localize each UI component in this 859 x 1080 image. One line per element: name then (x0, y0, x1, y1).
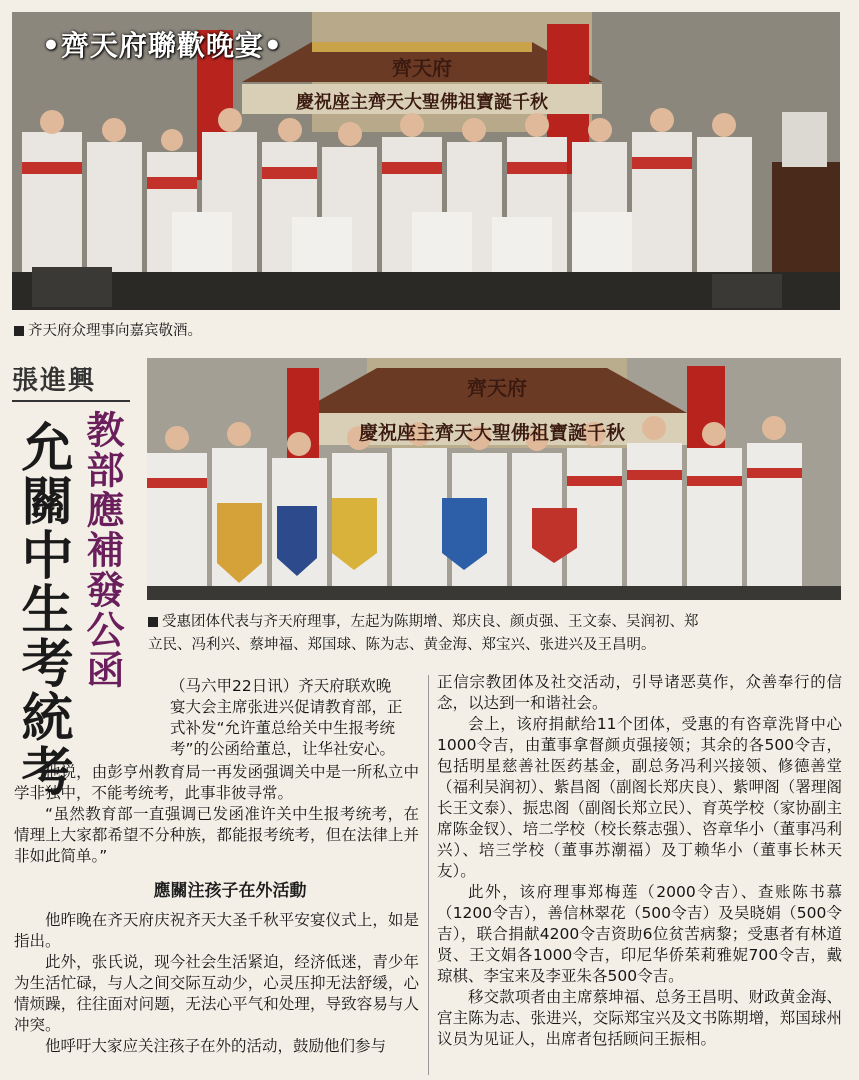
section-subhead: 應關注孩子在外活動 (153, 881, 307, 901)
article-paragraph: 他呼吁大家应关注孩子在外的活动，鼓励他们参与 (45, 1037, 387, 1055)
article-paragraph: 他说，由彭亨州教育局一再发函强调关中是一所私立中学非独中，不能考统考，此事非彼寻常。 (14, 763, 419, 802)
article-paragraph: 会上，该府捐献给11个团体，受惠的有咨章洗肾中心1000令吉，由董事拿督颜贞强接领；其余的各500令吉，包括明星慈善社医药基金，副总务冯利兴接领、修德善堂（福利吴润初）、紫昌阁（副阁长郑庆良）、紫呷阁（署理阁长王文泰）、振忠阁（副阁长郑立民）、育英学校（家协副主席陈金钗）、培二学校（校长蔡志强）、咨章华小（董事冯利兴）、培三学校（董事苏潮福）及丁赖华小（董事长林天友）。 (437, 715, 842, 880)
caption-bullet-icon (14, 326, 24, 336)
article-paragraph: 此外，该府理事郑梅莲（2000令吉）、查账陈书慕（1200令吉），善信林翠花（500令吉）及吴晓娟（500令吉），联合捐献4200令吉资助6位贫苦病黎；受惠者有林道贤、王文娟各1000令吉，印尼华侨茱莉雅妮700令吉，戴琼棋、李宝来及李亚朱各500令吉。 (437, 883, 842, 985)
photo-title: •齊天府聯歡晚宴• (42, 29, 283, 62)
column-divider (428, 675, 429, 1075)
byline: 張進興 (12, 366, 97, 396)
article-column-2 (437, 672, 842, 1050)
temple-sign-name: 齊天府 (467, 376, 527, 400)
article-lead: （马六甲22日讯）齐天府联欢晚 宴大会主席张进兴促请教育部，正 式补发“允许董总给关中生报考统 考”的公函给董总，让华社安心。 (170, 677, 403, 758)
photo1-caption: 齐天府众理事向嘉宾敬酒。 (14, 320, 834, 343)
article-paragraph: 他昨晚在齐天府庆祝齐天大圣千秋平安宴仪式上，如是指出。 (14, 911, 419, 950)
article-paragraph: 正信宗教团体及社交活动，引导诸恶莫作，众善奉行的信念，以达到一和谐社会。 (437, 673, 842, 712)
article-paragraph: 此外，张氏说，现今社会生活紧迫，经济低迷，青少年为生活忙碌，与人之间交际互动少，心灵压抑无法舒缓，心情烦躁，往往面对问题，无法心平气和处理，导致容易与人冲突。 (14, 953, 419, 1034)
donation-photo (147, 358, 841, 600)
article-paragraph: “虽然教育部一直强调已发函准许关中生报考统考，在情理上大家都希望不分种族，都能报考统考，但在法律上并非如此简单。” (14, 805, 419, 865)
byline-rule (12, 400, 130, 402)
temple-sign-text: 慶祝座主齊天大聖佛祖寶誕千秋 (296, 92, 548, 113)
caption-bullet-icon (148, 617, 158, 627)
temple-sign-text: 慶祝座主齊天大聖佛祖寶誕千秋 (358, 422, 625, 444)
banquet-photo (12, 12, 840, 310)
article-column-1-continued (14, 910, 419, 1057)
headline-main: 允關中生考統考 (12, 420, 73, 798)
article-column-1 (14, 762, 419, 867)
headline-sub: 教部應補發公函 (80, 410, 125, 690)
photo2-caption: 受惠团体代表与齐天府理事，左起为陈期增、郑庆良、颜贞强、王文泰、吴润初、郑 立民、冯利兴、蔡坤福、郑国球、陈为志、黄金海、郑宝兴、张进兴及王昌明。 (148, 614, 699, 653)
temple-sign-name: 齊天府 (392, 56, 452, 80)
article-paragraph: 移交款项者由主席蔡坤福、总务王昌明、财政黄金海、宫主陈为志、张进兴，交际郑宝兴及文书陈期增，郑国球州议员为见证人，出席者包括顾问王振相。 (437, 988, 842, 1048)
